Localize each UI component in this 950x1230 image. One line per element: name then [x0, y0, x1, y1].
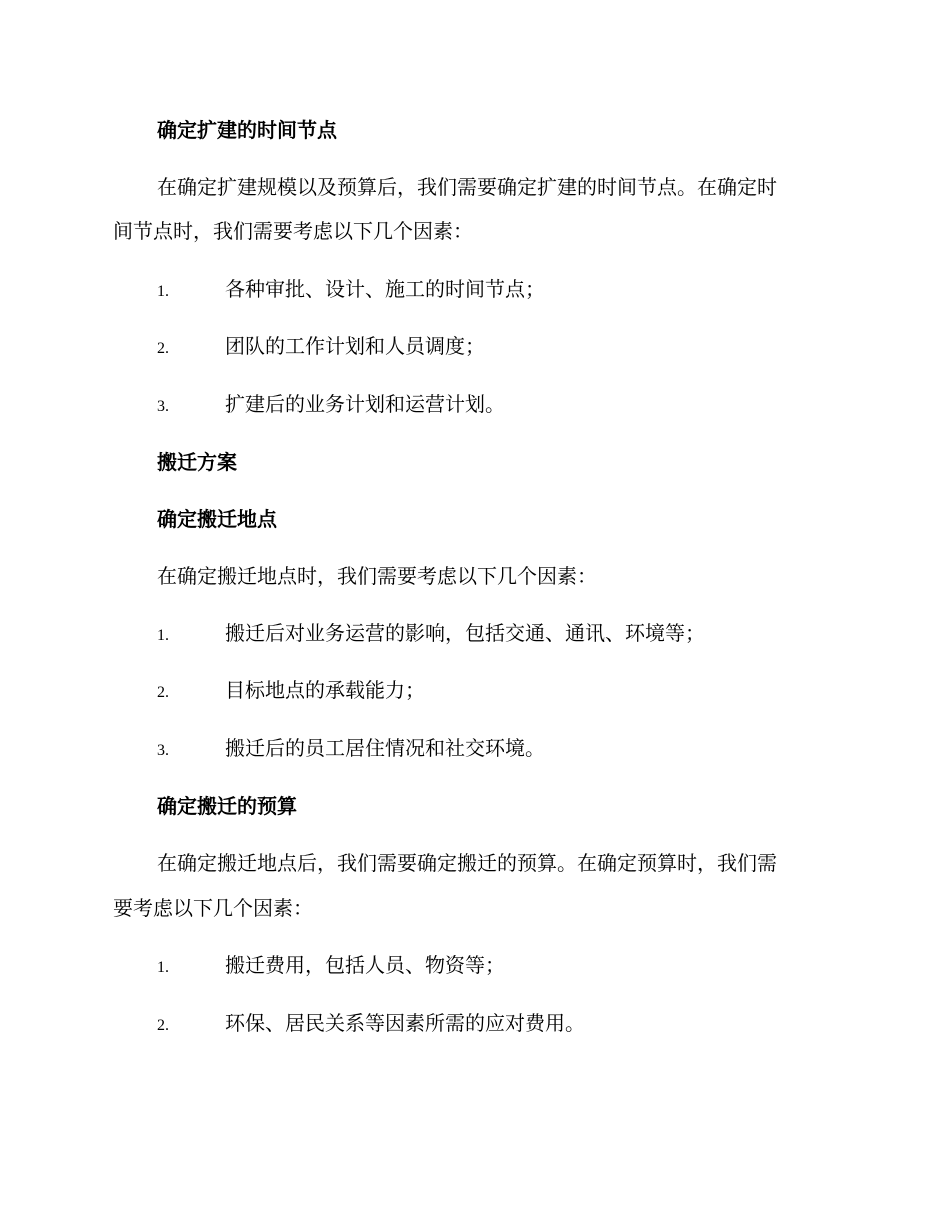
heading-text: 搬迁方案	[157, 450, 237, 474]
list-text: 各种审批、设计、施工的时间节点；	[225, 277, 545, 301]
list-text: 团队的工作计划和人员调度；	[225, 334, 485, 358]
paragraph-text: 在确定搬迁地点后，我们需要确定搬迁的预算。在确定预算时，我们需	[157, 851, 777, 875]
list-text: 扩建后的业务计划和运营计划。	[225, 392, 505, 416]
paragraph-text: 在确定扩建规模以及预算后，我们需要确定扩建的时间节点。在确定时	[157, 175, 777, 199]
paragraph-text: 间节点时，我们需要考虑以下几个因素：	[113, 219, 473, 243]
list-text: 搬迁费用，包括人员、物资等；	[225, 953, 505, 977]
list-number: 2.	[157, 340, 169, 357]
list-text: 目标地点的承载能力；	[225, 678, 425, 702]
list-number: 3.	[157, 742, 169, 759]
list-text: 搬迁后的员工居住情况和社交环境。	[225, 736, 545, 760]
paragraph-text: 在确定搬迁地点时，我们需要考虑以下几个因素：	[157, 564, 597, 588]
list-text: 搬迁后对业务运营的影响，包括交通、通讯、环境等；	[225, 621, 705, 645]
heading-text: 确定搬迁地点	[157, 507, 277, 531]
heading-text: 确定扩建的时间节点	[157, 118, 337, 142]
list-number: 2.	[157, 1017, 169, 1034]
heading-text: 确定搬迁的预算	[157, 794, 297, 818]
list-number: 1.	[157, 283, 169, 300]
list-number: 3.	[157, 398, 169, 415]
list-number: 1.	[157, 627, 169, 644]
list-number: 2.	[157, 684, 169, 701]
list-number: 1.	[157, 959, 169, 976]
paragraph-text: 要考虑以下几个因素：	[113, 896, 313, 920]
list-text: 环保、居民关系等因素所需的应对费用。	[225, 1011, 585, 1035]
